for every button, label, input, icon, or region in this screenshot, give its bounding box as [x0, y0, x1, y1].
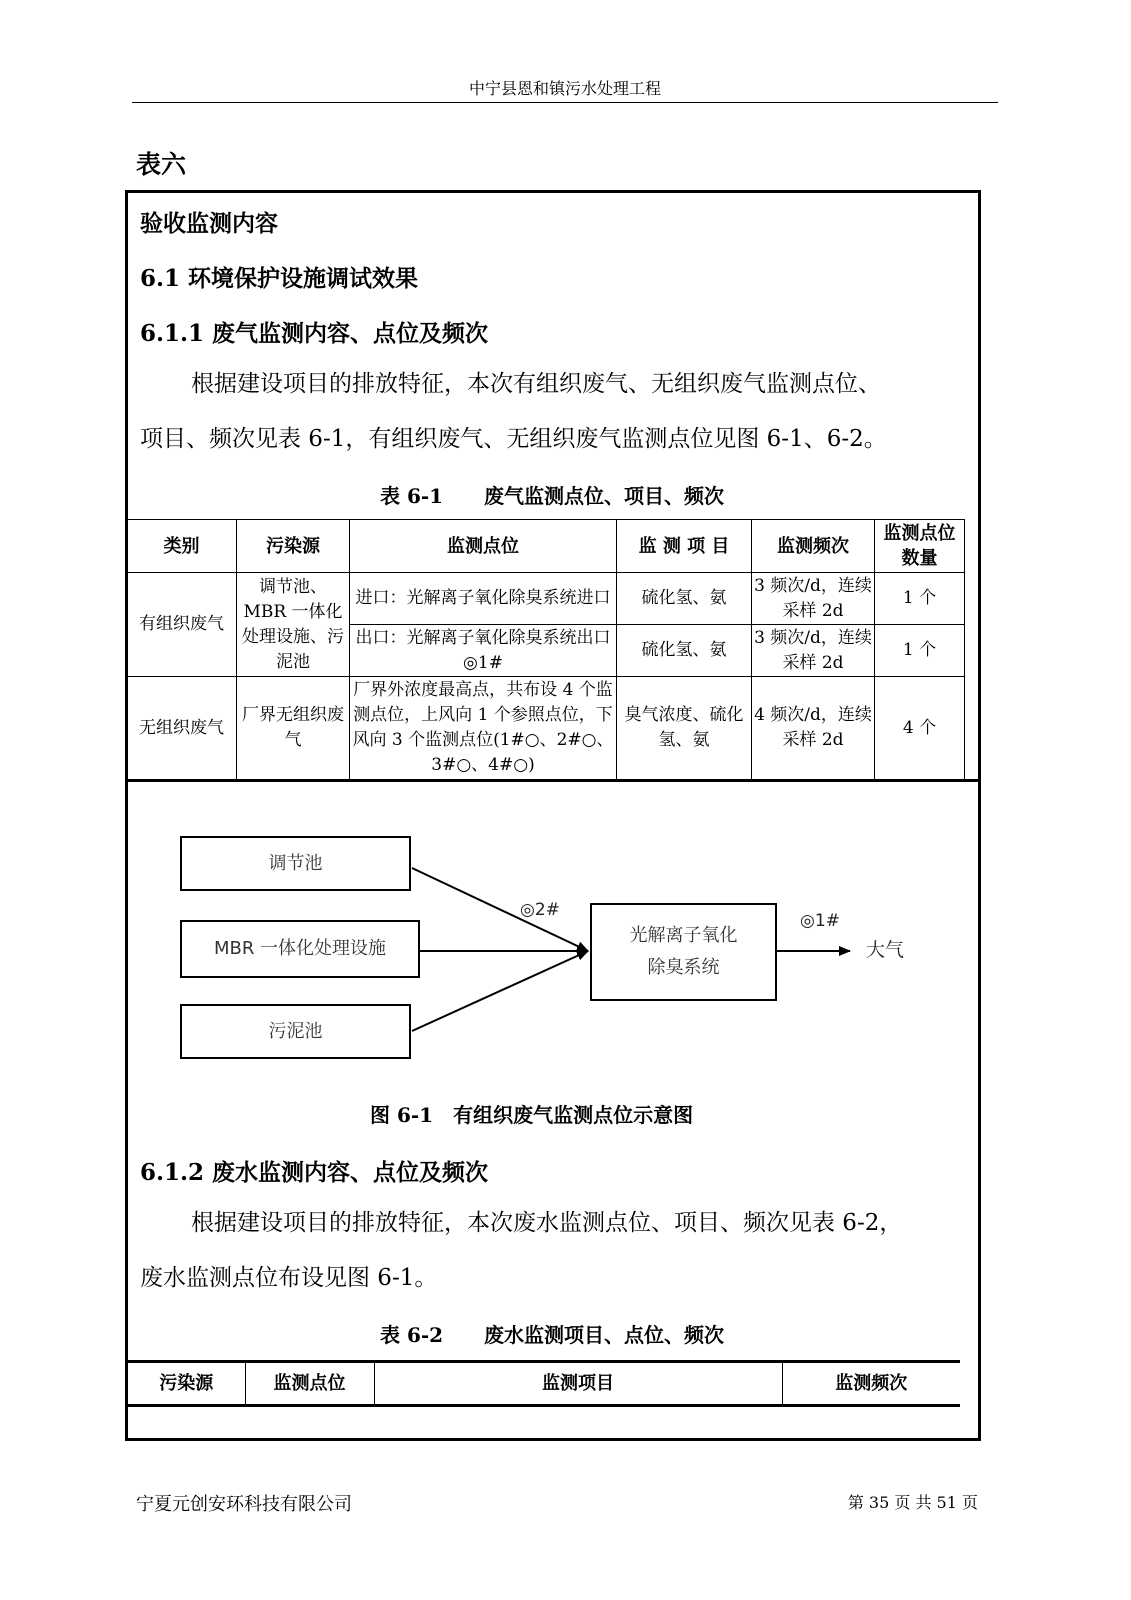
header-items: 监测项目	[374, 1362, 782, 1406]
header-count: 监测点位数量	[875, 520, 965, 573]
monitoring-point-inlet-label: ◎2#	[520, 900, 560, 920]
table-6-1-caption-text: 废气监测点位、项目、频次	[484, 484, 724, 508]
section-6-1-1-title: 6.1.1 废气监测内容、点位及频次	[140, 320, 489, 347]
section-6-1-2-paragraph-line2: 废水监测点位布设见图 6-1。	[140, 1265, 438, 1291]
cell-count: 4 个	[875, 677, 965, 780]
source-box-mbr: MBR 一体化处理设施	[180, 920, 420, 978]
monitoring-point-outlet-label: ◎1#	[800, 911, 840, 931]
footer-page-number: 第 35 页 共 51 页	[847, 1493, 978, 1512]
table-6-1-caption-number: 表 6-1	[380, 484, 444, 508]
cell-category: 无组织废气	[127, 677, 237, 780]
header-frequency: 监测频次	[752, 520, 875, 573]
cell-count: 1 个	[875, 625, 965, 677]
cell-source: 厂界无组织废气	[237, 677, 350, 780]
cell-items: 硫化氢、氨	[617, 573, 752, 625]
section-6-1-title: 6.1 环境保护设施调试效果	[140, 265, 419, 292]
running-header: 中宁县恩和镇污水处理工程	[468, 79, 661, 98]
header-rule	[132, 102, 998, 103]
arrow-from-tiaojiechi	[412, 868, 588, 951]
cell-count: 1 个	[875, 573, 965, 625]
header-frequency: 监测频次	[782, 1362, 960, 1406]
header-point: 监测点位	[245, 1362, 374, 1406]
content-frame	[125, 190, 981, 1441]
header-point: 监测点位	[350, 520, 617, 573]
figure-6-1-caption: 图 6-1 有组织废气监测点位示意图	[370, 1103, 694, 1127]
treatment-label-line1: 光解离子氧化	[629, 925, 738, 946]
table-6-2-caption-text: 废水监测项目、点位、频次	[484, 1323, 724, 1347]
destination-label: 大气	[866, 939, 905, 961]
section-6-1-2-paragraph-line1: 根据建设项目的排放特征，本次废水监测点位、项目、频次见表 6-2，	[191, 1210, 903, 1236]
cell-items: 臭气浓度、硫化氢、氨	[617, 677, 752, 780]
cell-point: 进口：光解离子氧化除臭系统进口	[350, 573, 617, 625]
cell-items: 硫化氢、氨	[617, 625, 752, 677]
table-6-2-header-row	[128, 1362, 960, 1406]
cell-frequency: 3 频次/d，连续采样 2d	[752, 573, 875, 625]
cell-category: 有组织废气	[127, 573, 237, 677]
source-box-tiaojiechi: 调节池	[180, 836, 411, 891]
cell-source: 调节池、MBR 一体化处理设施、污泥池	[237, 573, 350, 677]
cell-point: 出口：光解离子氧化除臭系统出口◎1#	[350, 625, 617, 677]
cell-frequency: 4 频次/d，连续采样 2d	[752, 677, 875, 780]
header-source: 污染源	[128, 1362, 245, 1406]
table-6-2	[128, 1360, 960, 1407]
section-6-1-1-paragraph-line1: 根据建设项目的排放特征，本次有组织废气、无组织废气监测点位、	[191, 371, 881, 397]
source-box-wunichi: 污泥池	[180, 1004, 411, 1059]
treatment-box	[590, 903, 777, 1001]
arrow-from-wunichi	[412, 951, 588, 1031]
cell-frequency: 3 频次/d，连续采样 2d	[752, 625, 875, 677]
section-6-1-2-title: 6.1.2 废水监测内容、点位及频次	[140, 1159, 489, 1186]
section-6-1-1-paragraph-line2: 项目、频次见表 6-1，有组织废气、无组织废气监测点位见图 6-1、6-2。	[140, 426, 887, 452]
header-source: 污染源	[237, 520, 350, 573]
main-title: 验收监测内容	[140, 210, 278, 237]
header-category: 类别	[127, 520, 237, 573]
table-label: 表六	[136, 150, 187, 179]
table-6-2-caption-number: 表 6-2	[380, 1323, 444, 1347]
header-items: 监 测 项 目	[617, 520, 752, 573]
footer-company: 宁夏元创安环科技有限公司	[136, 1494, 352, 1515]
cell-point: 厂界外浓度最高点，共布设 4 个监测点位，上风向 1 个参照点位，下风向 3 个监测点位(1#○、2#○、3#○、4#○)	[350, 677, 617, 780]
treatment-label-line2: 除臭系统	[647, 957, 720, 978]
